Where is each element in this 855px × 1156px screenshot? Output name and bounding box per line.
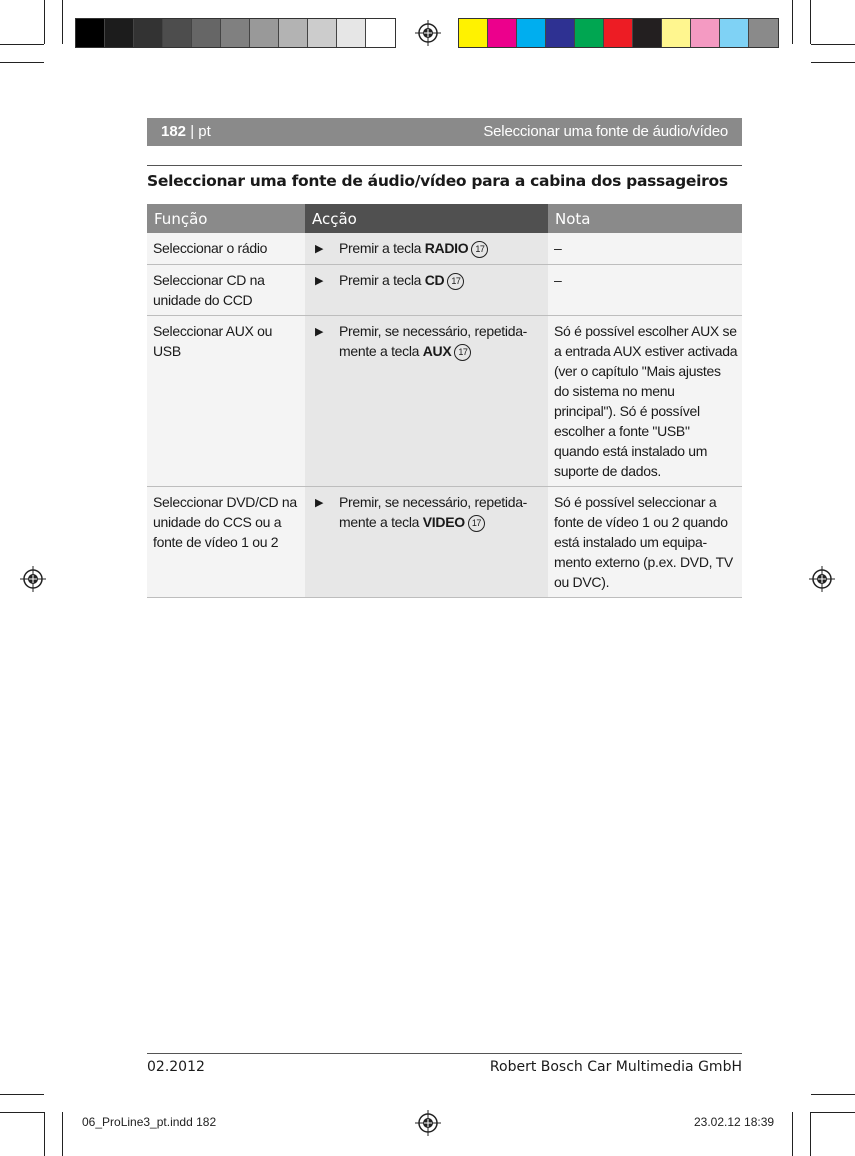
footer-divider [147,1053,742,1054]
color-swatch [76,19,105,47]
color-swatch [134,19,163,47]
crop-mark [792,0,793,44]
bullet-arrow-icon: ▶ [315,497,324,509]
registration-mark-icon [20,566,46,592]
slug-timestamp: 23.02.12 18:39 [694,1115,775,1129]
crop-mark [0,62,44,63]
color-swatch [575,19,604,47]
color-swatch [633,19,662,47]
cell-function: Seleccionar DVD/CD na unidade do CCS ou a fonte de vídeo 1 ou 2 [147,487,305,597]
color-swatch [546,19,575,47]
table-row [147,316,742,487]
crop-mark [0,44,44,45]
table-header [147,204,742,233]
cell-function: Seleccionar AUX ou USB [147,316,305,486]
color-swatch [366,19,395,47]
reference-number-badge: 17 [454,344,471,361]
crop-mark [810,1112,811,1156]
table-row [147,233,742,265]
cell-action [305,265,548,315]
table-body [147,233,742,598]
cell-note: Só é possível seleccionar a fonte de vídeo 1 ou 2 quando está instalado um equipa-mento externo (p.ex. DVD, TV ou DVC). [548,487,742,597]
cell-note: Só é possível escolher AUX se a entrada AUX estiver activada (ver o capítulo "Mais ajustes do sistema no menu principal"). Só é possível escolher a fonte "USB" quando está instalado um suporte de dados. [548,316,742,486]
color-swatch [488,19,517,47]
crop-mark [44,1112,45,1156]
cell-note: – [548,265,742,315]
bullet-arrow-icon: ▶ [315,243,324,255]
cell-note: – [548,233,742,264]
key-name: CD [424,272,445,288]
color-swatch [250,19,279,47]
crop-mark [792,1112,793,1156]
table-row [147,487,742,598]
footer-date: 02.2012 [147,1059,205,1075]
key-name: VIDEO [422,514,465,530]
column-header-function: Função [147,204,305,233]
crop-mark [811,62,855,63]
crop-mark [0,1112,44,1113]
color-swatch [604,19,633,47]
action-text: Premir a tecla RADIO 17 [339,238,542,259]
column-header-action: Acção [305,204,548,233]
section-title: Seleccionar uma fonte de áudio/vídeo para a cabina dos passageiros [147,172,728,190]
crop-mark [62,0,63,44]
reference-number-badge: 17 [468,515,485,532]
grayscale-color-bar [75,18,396,48]
bullet-arrow-icon: ▶ [315,275,324,287]
color-swatch [459,19,488,47]
bullet-arrow-icon: ▶ [315,326,324,338]
action-text: Premir a tecla CD 17 [339,270,542,310]
color-swatch [691,19,720,47]
footer-company: Robert Bosch Car Multimedia GmbH [489,1059,742,1075]
reference-number-badge: 17 [447,273,464,290]
color-swatch [163,19,192,47]
reference-number-badge: 17 [471,241,488,258]
slug-filename: 06_ProLine3_pt.indd 182 [82,1115,217,1129]
table-row [147,265,742,316]
color-swatch [192,19,221,47]
cell-function: Seleccionar CD na unidade do CCD [147,265,305,315]
color-swatch [662,19,691,47]
section-divider [147,165,742,166]
registration-mark-icon [415,20,441,46]
crop-mark [811,44,855,45]
crop-mark [0,1094,44,1095]
crop-mark [62,1112,63,1156]
column-header-note: Nota [548,204,742,233]
color-swatch [308,19,337,47]
crop-mark [811,1094,855,1095]
key-name: RADIO [424,240,469,256]
page-number: 182 | pt [161,123,211,140]
process-color-bar [458,18,779,48]
crop-mark [811,1112,855,1113]
color-swatch [517,19,546,47]
color-swatch [279,19,308,47]
registration-mark-icon [415,1110,441,1136]
cell-function: Seleccionar o rádio [147,233,305,264]
registration-mark-icon [809,566,835,592]
header-section-title: Seleccionar uma fonte de áudio/vídeo [483,123,728,140]
color-swatch [337,19,366,47]
color-swatch [749,19,778,47]
key-name: AUX [422,343,452,359]
page-header [147,118,742,146]
action-text: Premir, se necessário, repetida-mente a tecla AUX 17 [339,323,528,359]
color-swatch [221,19,250,47]
cell-action [305,316,548,486]
color-swatch [105,19,134,47]
source-selection-table [147,204,742,598]
crop-mark [810,0,811,44]
cell-action [305,233,548,264]
action-text: Premir, se necessário, repetida-mente a tecla VIDEO 17 [339,494,528,530]
color-swatch [720,19,749,47]
crop-mark [44,0,45,44]
cell-action [305,487,548,597]
